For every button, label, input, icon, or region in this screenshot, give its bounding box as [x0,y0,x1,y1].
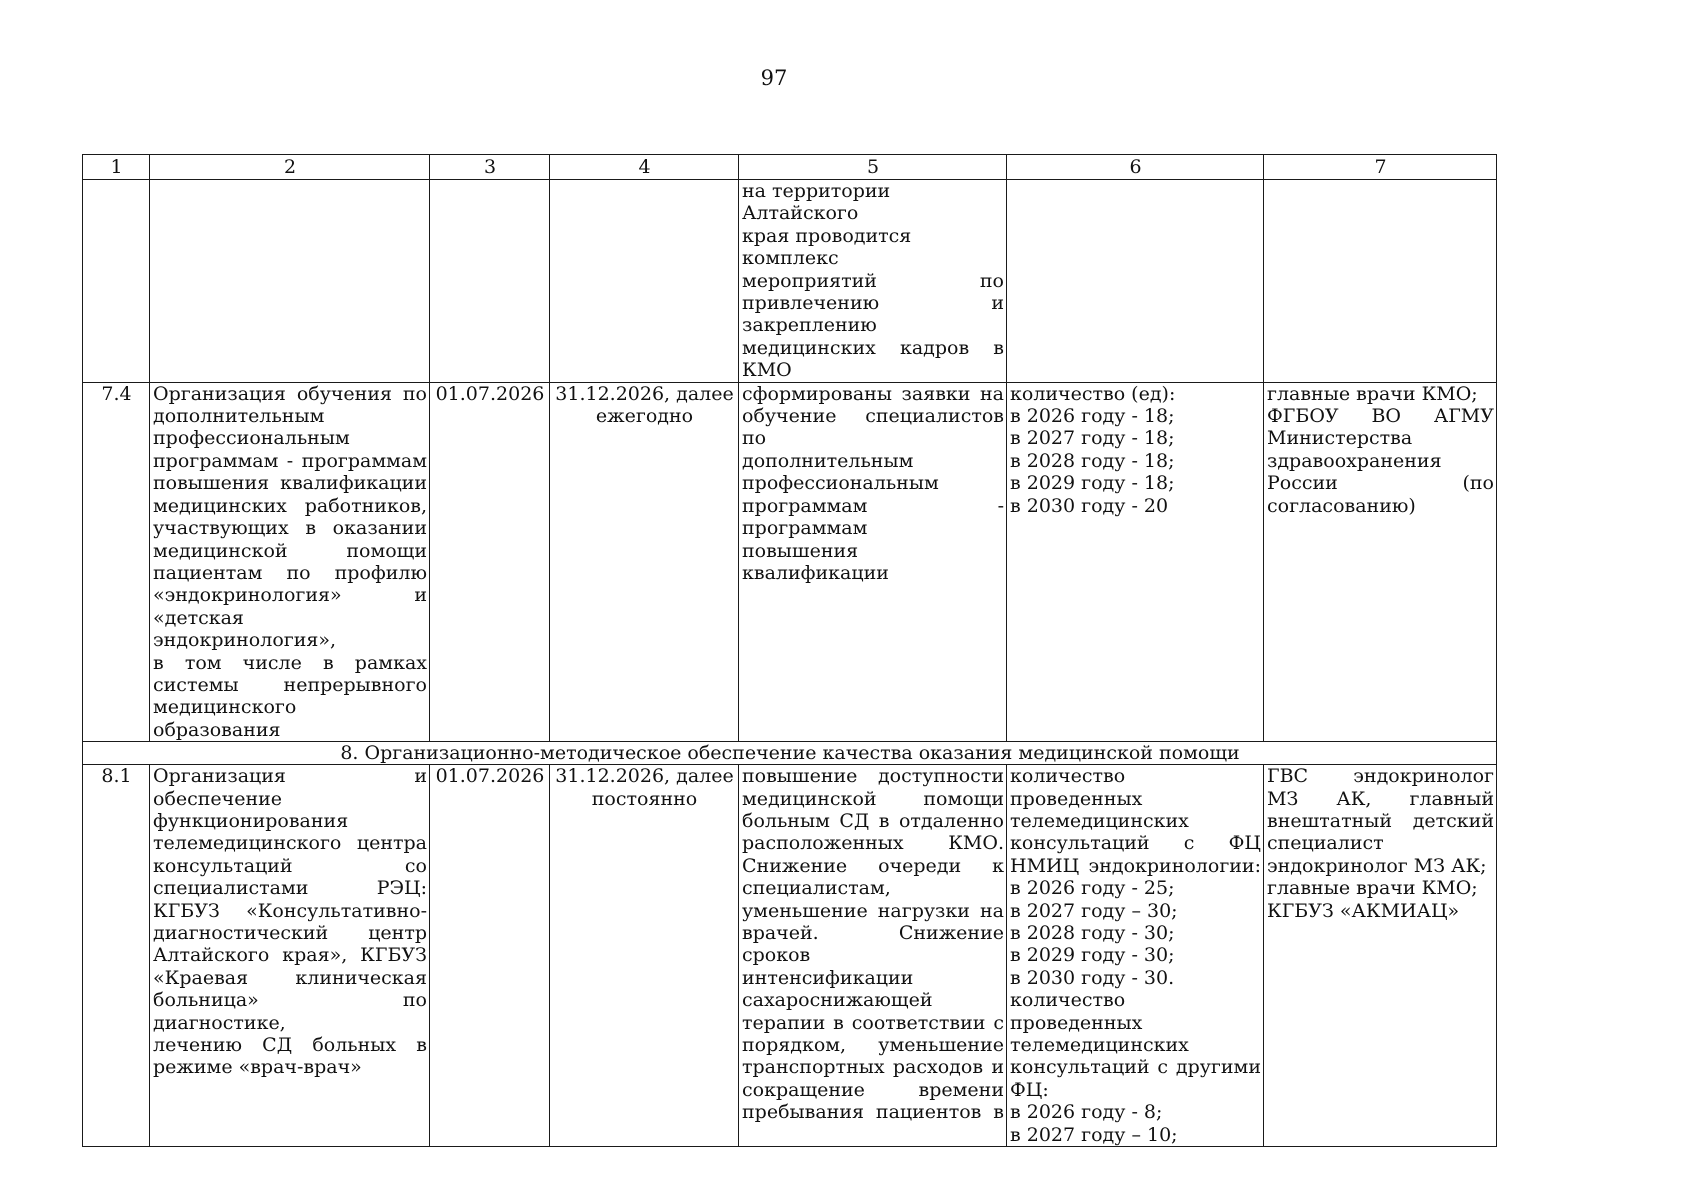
column-header-5: 5 [739,155,1007,180]
result-line: транспортных расходов и [742,1056,1004,1079]
name-line: специалистами РЭЦ: [153,877,427,900]
name-line: участвующих в оказании [153,517,427,540]
end-date-line: 31.12.2026, далее [555,765,734,788]
indicator-line: в 2026 году - 8; [1010,1101,1163,1124]
indicator-line: НМИЦ эндокринологии: [1010,854,1261,877]
section-8-header-row [83,742,1497,765]
cont-result-line: КМО [742,359,792,382]
indicator-line: в 2029 году - 30; [1010,944,1175,967]
name-line: медицинской помощи [153,539,427,562]
column-header-4: 4 [550,155,739,180]
responsible-line: КГБУЗ «АКМИАЦ» [1267,899,1460,922]
name-line: системы непрерывного [153,673,427,696]
cont-result-line: края проводится комплекс [742,224,912,270]
name-line: профессиональным [153,427,350,450]
indicator-line: в 2028 году - 18; [1010,449,1175,472]
row-8-1-responsible [1264,765,1497,1147]
result-line: порядком, уменьшение [742,1034,1004,1057]
result-line: повышение доступности [742,765,1004,788]
indicator-line: в 2026 году - 18; [1010,405,1175,428]
result-line: больным СД в отдаленно [742,809,1004,832]
cont-cell-responsible [1264,180,1497,383]
row-7-4-end-date [550,382,739,742]
indicator-line: консультаций с ФЦ [1010,832,1261,855]
indicator-line: в 2030 году - 30. [1010,966,1175,989]
cont-cell-name [150,180,430,383]
cont-result-line: закреплению [742,314,877,337]
name-line: диагностический центр [153,922,427,944]
row-8-1 [83,765,1497,1147]
row-8-1-number: 8.1 [83,765,150,1147]
row-7-4-result [739,382,1007,742]
responsible-line: согласованию) [1267,494,1416,517]
result-line: пребывания пациентов в [742,1101,1004,1124]
name-line: Организация обучения по [153,382,427,405]
row-7-4-start-date: 01.07.2026 [430,382,550,742]
responsible-line: Министерства [1267,427,1413,450]
responsible-line: внештатный детский [1267,809,1494,832]
result-line: медицинской помощи [742,787,1004,810]
indicator-line: количество проведенных [1010,989,1143,1034]
indicator-line: в 2029 году - 18; [1010,472,1175,495]
name-line: лечению СД больных в [153,1034,427,1057]
result-line: программам - программам [742,494,1004,540]
cont-cell-num [83,180,150,383]
name-line: «эндокринология» и [153,584,427,607]
result-line: сахароснижающей [742,989,933,1012]
name-line: «Краевая клиническая [153,966,427,989]
column-header-2: 2 [150,155,430,180]
responsible-line: России (по [1267,472,1494,495]
row-7-4 [83,382,1497,742]
responsible-line: специалист [1267,832,1384,855]
cont-cell-start [430,180,550,383]
name-line: Алтайского края», КГБУЗ [153,944,427,967]
cont-result-line: на территории Алтайского [742,180,891,225]
name-line: медицинских работников, [153,494,427,517]
row-8-1-end-date [550,765,739,1147]
name-line: повышения квалификации [153,472,427,495]
name-line: КГБУЗ «Консультативно- [153,899,427,922]
measures-table [82,154,1497,1147]
row-8-1-result [739,765,1007,1147]
name-line: функционирования [153,809,349,832]
name-line: в том числе в рамках [153,651,427,674]
indicator-line: количество проведенных [1010,765,1143,810]
end-date-line: ежегодно [595,405,694,428]
page-number: 97 [760,66,788,90]
name-line: Организация и обеспечение [153,765,427,810]
name-line: больница» по диагностике, [153,989,427,1034]
responsible-line: ГВС эндокринолог [1267,765,1494,788]
row-8-1-start-date: 01.07.2026 [430,765,550,1147]
indicator-line: в 2026 году - 25; [1010,877,1175,900]
responsible-line: главные врачи КМО; [1267,382,1478,405]
result-line: сокращение времени [742,1078,1004,1101]
name-line: телемедицинского центра [153,832,427,855]
result-line: врачей. Снижение сроков [742,922,1004,967]
result-line: уменьшение нагрузки на [742,899,1004,922]
result-line: сформированы заявки на [742,382,1004,405]
cont-result-line: привлечению и [742,292,1004,315]
indicator-line: в 2030 году - 20 [1010,494,1169,517]
result-line: специалистам, [742,877,891,900]
end-date-line: постоянно [591,787,698,810]
result-line: профессиональным [742,472,939,495]
name-line: консультаций со [153,854,427,877]
name-line: медицинского образования [153,696,297,741]
indicator-line: консультаций с другими [1010,1056,1261,1079]
name-line: «детская эндокринология», [153,606,337,652]
end-date-line: 31.12.2026, далее [555,382,734,405]
column-header-7: 7 [1264,155,1497,180]
row-7-4-name [150,382,430,742]
responsible-line: МЗ АК, главный [1267,787,1494,810]
indicator-line: в 2028 году - 30; [1010,922,1175,944]
row-8-1-name [150,765,430,1147]
indicator-line: количество (ед): [1010,382,1176,405]
cont-result-line: мероприятий по [742,269,1004,292]
column-header-6: 6 [1007,155,1264,180]
row-7-4-number: 7.4 [83,382,150,742]
result-line: интенсификации [742,966,914,989]
indicator-line: в 2027 году - 18; [1010,427,1175,450]
section-8-title: 8. Организационно-методическое обеспечение качества оказания медицинской помощи [83,742,1497,765]
result-line: дополнительным [742,449,914,472]
column-header-3: 3 [430,155,550,180]
indicator-line: ФЦ: [1010,1078,1049,1101]
cont-cell-end [550,180,739,383]
result-line: повышения квалификации [742,539,889,584]
cont-cell-result [739,180,1007,383]
result-line: обучение специалистов по [742,405,1004,450]
name-line: режиме «врач-врач» [153,1056,362,1079]
name-line: дополнительным [153,405,325,428]
responsible-line: главные врачи КМО; [1267,877,1478,900]
indicator-line: телемедицинских [1010,809,1189,832]
name-line: программам - программам [153,449,427,472]
responsible-line: эндокринолог МЗ АК; [1267,854,1487,877]
responsible-line: ФГБОУ ВО АГМУ [1267,405,1494,428]
result-line: расположенных КМО. [742,832,1004,855]
indicator-line: в 2027 году – 10; [1010,1123,1178,1146]
cont-cell-indicator [1007,180,1264,383]
cont-result-line: медицинских кадров в [742,336,1004,359]
indicator-line: в 2027 году – 30; [1010,899,1178,922]
row-7-4-responsible [1264,382,1497,742]
column-header-1: 1 [83,155,150,180]
responsible-line: здравоохранения [1267,449,1442,472]
row-7-4-indicator [1007,382,1264,742]
continuation-row [83,180,1497,383]
result-line: Снижение очереди к [742,854,1004,877]
name-line: пациентам по профилю [153,561,427,584]
column-number-header-row [83,155,1497,180]
result-line: терапии в соответствии с [742,1011,1004,1034]
row-8-1-indicator [1007,765,1264,1147]
indicator-line: телемедицинских [1010,1034,1189,1057]
